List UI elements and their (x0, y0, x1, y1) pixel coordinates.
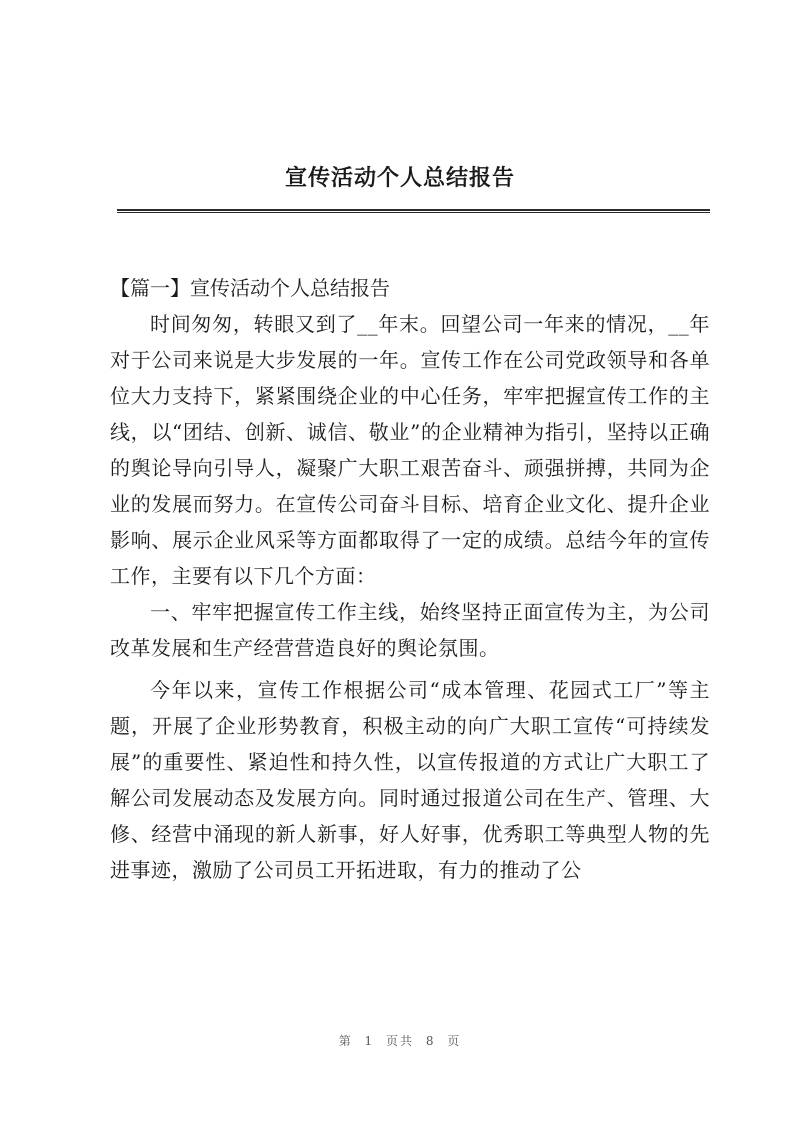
page-number: 第 1 页共 8 页 (338, 1034, 462, 1048)
section-heading: 【篇一】宣传活动个人总结报告 (110, 276, 390, 300)
page-title: 宣传活动个人总结报告 (284, 165, 515, 191)
title-divider (117, 209, 710, 213)
paragraph-intro: 时间匆匆，转眼又到了__年末。回望公司一年来的情况，__年对于公司来说是大步发展的一年。宣传工作在公司党政领导和各单位大力支持下，紧紧围绕企业的中心任务，牢牢把握宣传工作的主线，以“团结、创新、诚信、敬业”的企业精神为指引，坚持以正确的舆论导向引导人，凝聚广大职工艰苦奋斗、顽强拼搏，共同为企业的发展而努力。在宣传公司奋斗目标、培育企业文化、提升企业影响、展示企业风采等方面都取得了一定的成绩。总结今年的宣传工作，主要有以下几个方面： (110, 312, 710, 588)
paragraph-point-one-detail: 今年以来，宣传工作根据公司“成本管理、花园式工厂”等主题，开展了企业形势教育，积极主动的向广大职工宣传“可持续发展”的重要性、紧迫性和持久性，以宣传报道的方式让广大职工了解公司发展动态及发展方向。同时通过报道公司在生产、管理、大修、经营中涌现的新人新事，好人好事，优秀职工等典型人物的先进事迹，激励了公司员工开拓进取，有力的推动了公 (110, 678, 710, 882)
paragraph-point-one: 一、牢牢把握宣传工作主线，始终坚持正面宣传为主，为公司改革发展和生产经营营造良好的舆论氛围。 (110, 600, 710, 660)
document-body (110, 270, 710, 888)
